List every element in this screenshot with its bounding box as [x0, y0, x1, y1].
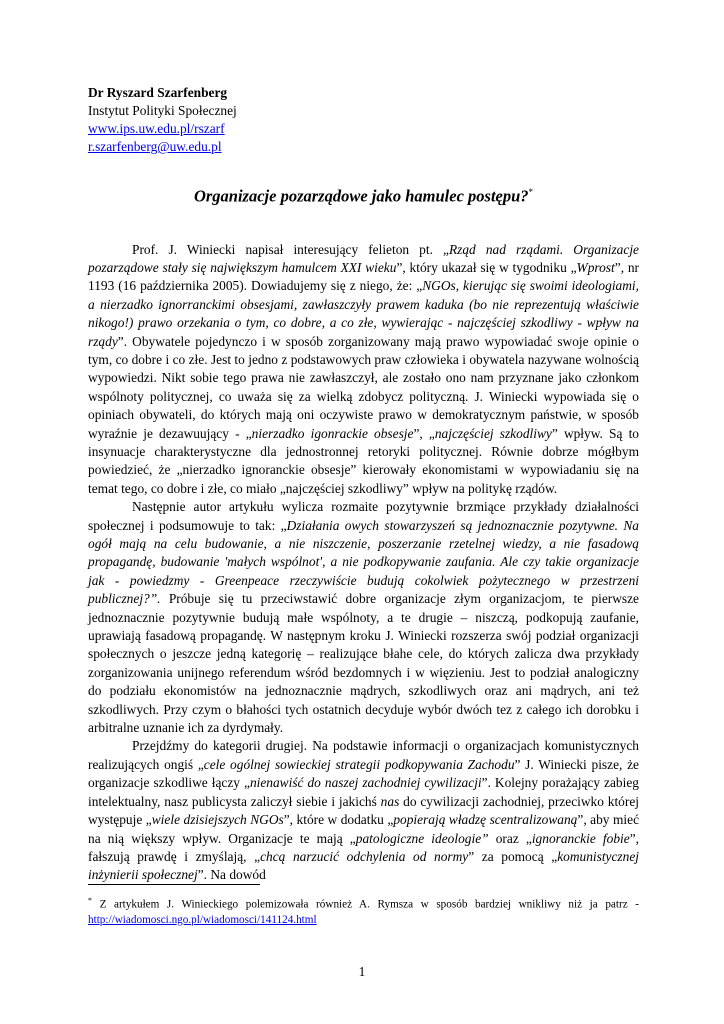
footnote: [88, 893, 639, 928]
italic-quote: wiele dzisiejszych NGOs: [151, 812, 284, 828]
text-run: ”, „: [413, 425, 435, 441]
article-body: [88, 241, 639, 885]
italic-quote: Wprost: [576, 259, 615, 275]
text-run: oraz „: [495, 830, 532, 846]
italic-quote: komunistycznej inżynierii społecznej: [88, 848, 639, 883]
text-run: ”, nr 1193 (16 października 2005). Dowiadujemy się z niego, że: „: [88, 259, 639, 294]
italic-quote: popierają władzę scentralizowaną: [393, 812, 578, 828]
italic-quote: ignoranckie fobie: [531, 830, 630, 846]
text-run: Prof. J. Winiecki napisał interesujący felieton pt. „: [132, 241, 449, 257]
footnote-divider: [88, 884, 260, 885]
footnote-text: Z artykułem J. Winieckiego polemizowała również A. Rymsza w sposób bardziej wnikliwy niż ja patrz -: [92, 898, 639, 911]
text-run: Próbuje się tu przeciwstawić dobre organizacje złym organizacjom, te pierwsze jednoznacznie pozytywnie budują małe wspólnoty, a te drugie – niszczą, podkopują zaufanie, uprawiają fasadową propagandę. W następnym kroku J. Winiecki rozszerza swój podział organizacji społecznych o jeszcze jedną kategorię – realizujące błahe cele, do których zalicza dwa przykłady zorganizowania unijnego referendum wśród bezdomnych i w więzieniu. Jest to podział analogiczny do podziału ekonomistów na jednoznacznie mądrych, szkodliwych oraz ani mądrych, ani też szkodliwych. Przy czym o błahości tych ostatnich decyduje wybór dwóch tez z całego ich dorobku i arbitralne uznanie ich za dyrdymały.: [88, 591, 639, 736]
author-header: [88, 84, 639, 156]
text-run: ” J. Winiecki pisze, że organizacje szkodliwe łączy „: [88, 756, 639, 791]
email-link[interactable]: r.szarfenberg@uw.edu.pl: [88, 139, 222, 154]
italic-quote: Działania owych stowarzyszeń są jednoznacznie pozytywne. Na ogół mają na celu budowanie, a nie niszczenie, poszerzanie rzetelnej wiedzy, a nie fasadową propagandę, budowanie 'małych wspólnot', a nie podkopywanie zaufania. Ale czy takie organizacje jak - powiedzmy - Greenpeace rzeczywiście budują cokolwiek pożytecznego w przestrzeni publicznej?”.: [88, 517, 640, 607]
text-run: ”, który ukazał się w tygodniku „: [396, 259, 577, 275]
text-run: ”. Na dowód: [197, 867, 266, 883]
italic-quote: nierzadko igonrackie obsesje: [251, 425, 414, 441]
page-number: 1: [358, 964, 366, 979]
paragraph: [88, 737, 639, 884]
italic-quote: nas: [380, 793, 400, 809]
italic-quote: nienawiść do naszej zachodniej cywilizacji: [249, 775, 482, 791]
website-link[interactable]: www.ips.uw.edu.pl/rszarf: [88, 121, 225, 136]
text-run: ”. Kolejny porażający zabieg intelektualny, nasz publicysta zaliczył siebie i jakichś: [88, 775, 639, 809]
text-run: ”, aby mieć na nią większy wpływ. Organizacje te mają „: [88, 812, 640, 846]
italic-quote: chcą narzucić odchylenia od normy: [260, 848, 469, 864]
italic-quote: najczęściej szkodliwy: [434, 425, 552, 441]
paragraph: [88, 498, 639, 737]
document-title: [88, 182, 639, 207]
footnote-link[interactable]: http://wiadomosci.ngo.pl/wiadomosci/141124.html: [88, 913, 317, 926]
italic-quote: cele ogólnej sowieckiej strategii podkopywania Zachodu: [203, 756, 515, 772]
italic-quote: patologiczne ideologie”: [355, 830, 496, 846]
text-run: ”, fałszują prawdę i zmyślają, „: [88, 830, 639, 864]
text-run: do cywilizacji zachodniej, przeciwko której występuje „: [88, 793, 639, 828]
author-name: Dr Ryszard Szarfenberg: [88, 85, 228, 100]
paragraph: [88, 241, 639, 499]
italic-quote: Rząd nad rządami. Organizacje pozarządowe stały się największym hamulcem XXI wieku: [88, 241, 639, 275]
text-run: ”. Obywatele pojedynczo i w sposób zorganizowany mają prawo wypowiadać swoje opinie o tym, co dobre i co złe. Jest to jedno z podstawowych praw człowieka i obywatela nazywane wolnością wypowiedzi. Nikt sobie tego prawa nie zawłaszczył, ale zostało ono nam przyznane jako członkom wspólnoty politycznej, co uważa się za wielką zdobycz polityczną. J. Winiecki wypowiada się o opiniach obywateli, do których mają oni oczywiste prawo w demokratycznym państwie, w sposób wyraźnie je dezawuujący - „: [88, 333, 639, 441]
footnote-mark: *: [88, 896, 92, 905]
text-run: ” za pomocą „: [468, 848, 558, 864]
text-run: Następnie autor artykułu wylicza rozmaite pozytywnie brzmiące przykłady działalności społecznej i podsumowuje to tak: „: [88, 499, 639, 533]
text-run: Przejdźmy do kategorii drugiej. Na podstawie informacji o organizacjach komunistycznych realizujących ongiś „: [88, 738, 639, 772]
text-run: ” wpływ. Są to insynuacje charakterystyczne dla jednostronnej retoryki politycznej. Równie dobrze mógłbym powiedzieć, że „nierzadko ignoranckie obsesje” kierowały ekonomistami w wypowiadaniu się na temat tego, co dobre i złe, co miało „najczęściej szkodliwy” wpływ na politykę rządów.: [88, 425, 639, 496]
title-footnote-mark[interactable]: *: [528, 187, 534, 197]
title-text: Organizacje pozarządowe jako hamulec postępu?: [193, 186, 529, 206]
document-page: [88, 84, 639, 885]
institute-name: Instytut Polityki Społecznej: [88, 103, 237, 118]
text-run: ”, które w dodatku „: [283, 812, 394, 828]
italic-quote: NGOs, kierując się swoimi ideologiami, a nierzadko ignorranckimi obsesjami, zawłaszczyły prawem kaduka (bo nie reprezentują właściwie nikogo!) prawo orzekania o tym, co dobre, a co złe, wywierając - najczęściej szkodliwy - wpływ na rządy: [88, 278, 639, 349]
